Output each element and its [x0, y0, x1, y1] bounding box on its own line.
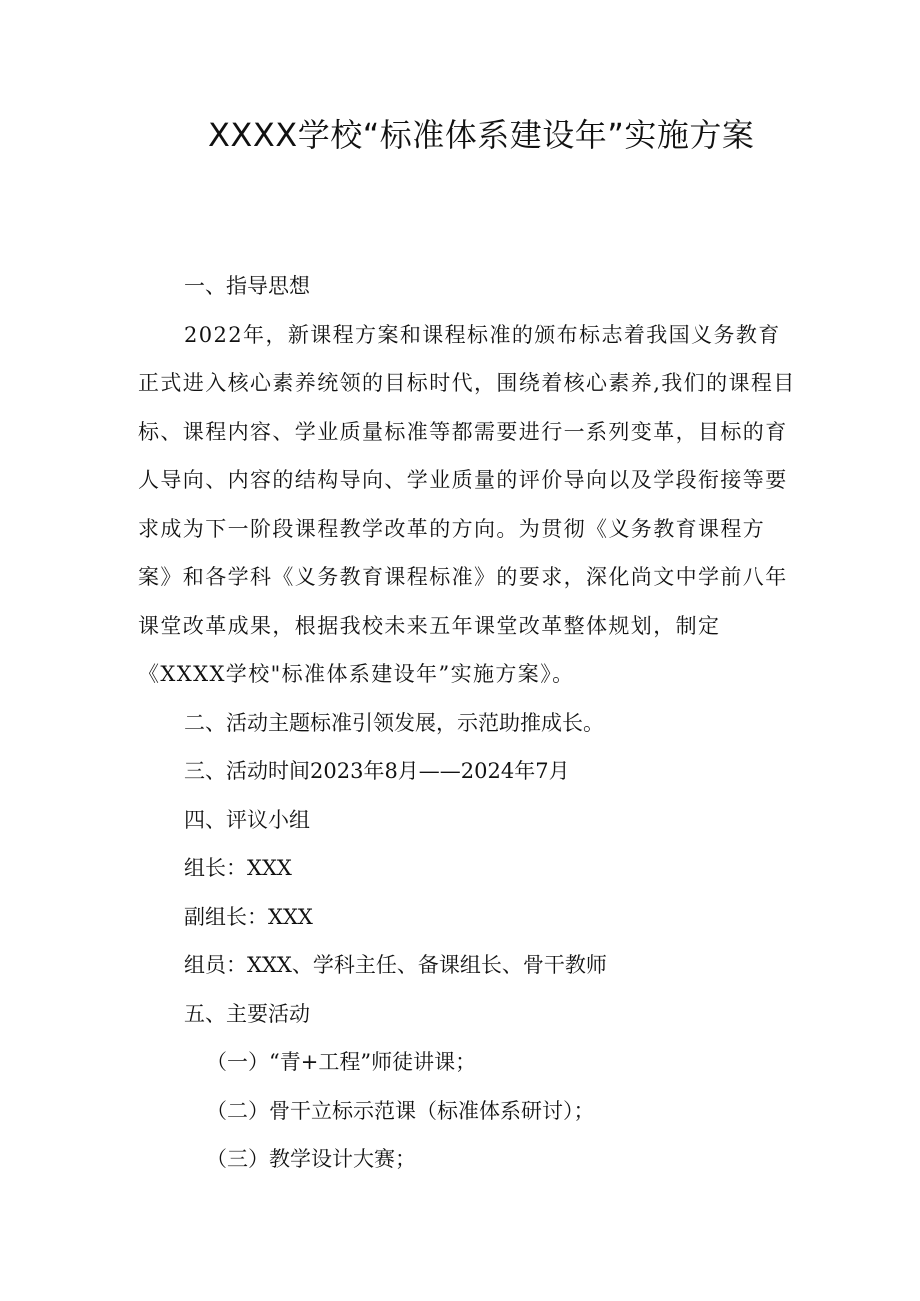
document-body: [138, 262, 798, 1184]
document-title: XXXX学校“标准体系建设年”实施方案: [208, 116, 755, 154]
panel-leader: 组长：XXX: [184, 856, 292, 880]
panel-deputy: 副组长：XXX: [184, 904, 313, 929]
section-time: 三、活动时间2023年8月——2024年7月: [184, 759, 570, 783]
panel-members: 组员：XXX、学科主任、备课组长、骨干教师: [184, 953, 607, 977]
activity-item: （一）“青+工程”师徒讲课；: [206, 1050, 477, 1074]
section-heading-panel: 四、评议小组: [184, 807, 310, 832]
section-heading-activities: 五、主要活动: [184, 1001, 310, 1026]
guiding-paragraph: 2022年，新课程方案和课程标准的颁布标志着我国义务教育正式进入核心素养统领的目标时代，围绕着核心素养,我们的课程目标、课程内容、学业质量标准等都需要进行一系列变革，目标的育人导向、内容的结构导向、学业质量的评价导向以及学段衔接等要求成为下一阶段课程教学改革的方向。为贯彻《义务教育课程方案》和各学科《义务教育课程标准》的要求，深化尚文中学前八年课堂改革成果，根据我校未来五年课堂改革整体规划，制定《XXXX学校"标准体系建设年”实施方案》。: [138, 322, 796, 686]
activity-item: （三）教学设计大赛；: [206, 1147, 416, 1171]
section-theme: 二、活动主题标准引领发展，示范助推成长。: [184, 710, 604, 735]
section-heading-guiding: 一、指导思想: [184, 274, 310, 298]
activity-item: （二）骨干立标示范课（标准体系研讨）；: [206, 1098, 595, 1123]
